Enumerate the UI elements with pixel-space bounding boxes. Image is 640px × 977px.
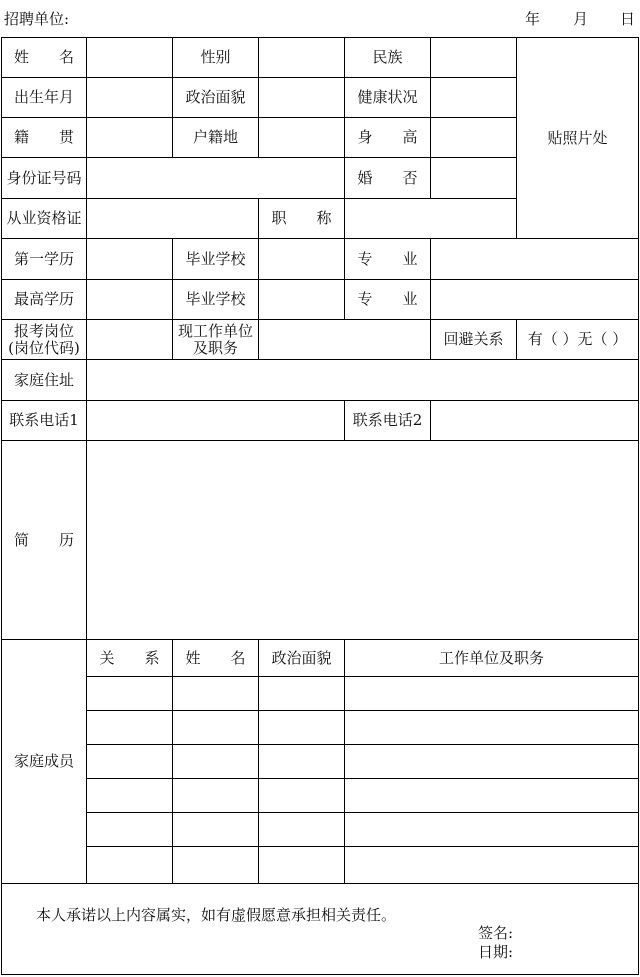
avoidance-choice[interactable]: 有（ ）无（ ） [516,319,639,360]
native-place-label: 籍 贯 [1,117,87,158]
family-header-name: 姓 名 [172,639,259,677]
second-school-field[interactable] [258,279,345,320]
family-employer-field[interactable] [344,710,639,745]
second-major-field[interactable] [430,279,639,320]
second-school-label: 毕业学校 [172,279,259,320]
family-members-label: 家庭成员 [1,639,87,884]
resume-field[interactable] [86,440,639,640]
family-employer-field[interactable] [344,676,639,711]
hukou-label: 户籍地 [172,117,259,158]
birth-date-field[interactable] [86,77,173,118]
native-place-field[interactable] [86,117,173,158]
recruiting-unit-label: 招聘单位: [4,10,70,28]
date-label: 日期: [478,943,514,961]
phone2-field[interactable] [430,400,639,441]
name-label: 姓 名 [1,37,87,78]
ethnicity-field[interactable] [430,37,517,78]
highest-degree-label: 最高学历 [1,279,87,320]
avoidance-label: 回避关系 [430,319,517,360]
first-school-field[interactable] [258,238,345,280]
year-label: 年 [525,10,541,28]
phone1-field[interactable] [86,400,345,441]
first-degree-label: 第一学历 [1,238,87,280]
family-political-field[interactable] [258,846,345,884]
family-relation-field[interactable] [86,778,173,813]
first-degree-field[interactable] [86,238,173,280]
birth-date-label: 出生年月 [1,77,87,118]
family-relation-field[interactable] [86,812,173,847]
family-employer-field[interactable] [344,812,639,847]
family-employer-field[interactable] [344,778,639,813]
first-major-label: 专 业 [344,238,431,280]
resume-label: 简 历 [1,440,87,640]
family-name-field[interactable] [172,778,259,813]
family-header-relation: 关 系 [86,639,173,677]
family-employer-field[interactable] [344,744,639,779]
family-name-field[interactable] [172,812,259,847]
family-political-field[interactable] [258,710,345,745]
month-label: 月 [573,10,589,28]
pledge-text: 本人承诺以上内容属实，如有虚假愿意承担相关责任。 [36,906,397,924]
health-status-label: 健康状况 [344,77,431,118]
family-relation-field[interactable] [86,846,173,884]
family-header-political: 政治面貌 [258,639,345,677]
family-name-field[interactable] [172,846,259,884]
qualification-cert-field[interactable] [86,198,259,239]
family-political-field[interactable] [258,744,345,779]
ethnicity-label: 民族 [344,37,431,78]
health-status-field[interactable] [430,77,517,118]
political-status-field[interactable] [258,77,345,118]
family-relation-field[interactable] [86,710,173,745]
home-address-label: 家庭住址 [1,359,87,401]
family-relation-field[interactable] [86,744,173,779]
applied-post-label: 报考岗位 (岗位代码) [1,319,87,360]
photo-area: 贴照片处 [516,37,639,239]
family-header-employer: 工作单位及职务 [344,639,639,677]
height-label: 身 高 [344,117,431,158]
family-employer-field[interactable] [344,846,639,884]
professional-title-field[interactable] [344,198,517,239]
phone1-label: 联系电话1 [1,400,87,441]
marital-status-field[interactable] [430,157,517,199]
name-field[interactable] [86,37,173,78]
current-employer-field[interactable] [258,319,431,360]
current-employer-label: 现工作单位 及职务 [172,319,259,360]
family-name-field[interactable] [172,676,259,711]
applied-post-field[interactable] [86,319,173,360]
family-name-field[interactable] [172,744,259,779]
professional-title-label: 职 称 [258,198,345,239]
id-number-field[interactable] [86,157,345,199]
pledge-box [1,883,639,975]
signature-label: 签名: [478,924,514,942]
gender-field[interactable] [258,37,345,78]
family-relation-field[interactable] [86,676,173,711]
family-political-field[interactable] [258,812,345,847]
day-label: 日 [620,10,636,28]
family-name-field[interactable] [172,710,259,745]
first-school-label: 毕业学校 [172,238,259,280]
political-status-label: 政治面貌 [172,77,259,118]
qualification-cert-label: 从业资格证 [1,198,87,239]
family-political-field[interactable] [258,778,345,813]
registration-form [1,37,639,975]
second-major-label: 专 业 [344,279,431,320]
height-field[interactable] [430,117,517,158]
home-address-field[interactable] [86,359,639,401]
hukou-field[interactable] [258,117,345,158]
marital-status-label: 婚 否 [344,157,431,199]
first-major-field[interactable] [430,238,639,280]
id-number-label: 身份证号码 [1,157,87,199]
gender-label: 性别 [172,37,259,78]
highest-degree-field[interactable] [86,279,173,320]
phone2-label: 联系电话2 [344,400,431,441]
family-political-field[interactable] [258,676,345,711]
